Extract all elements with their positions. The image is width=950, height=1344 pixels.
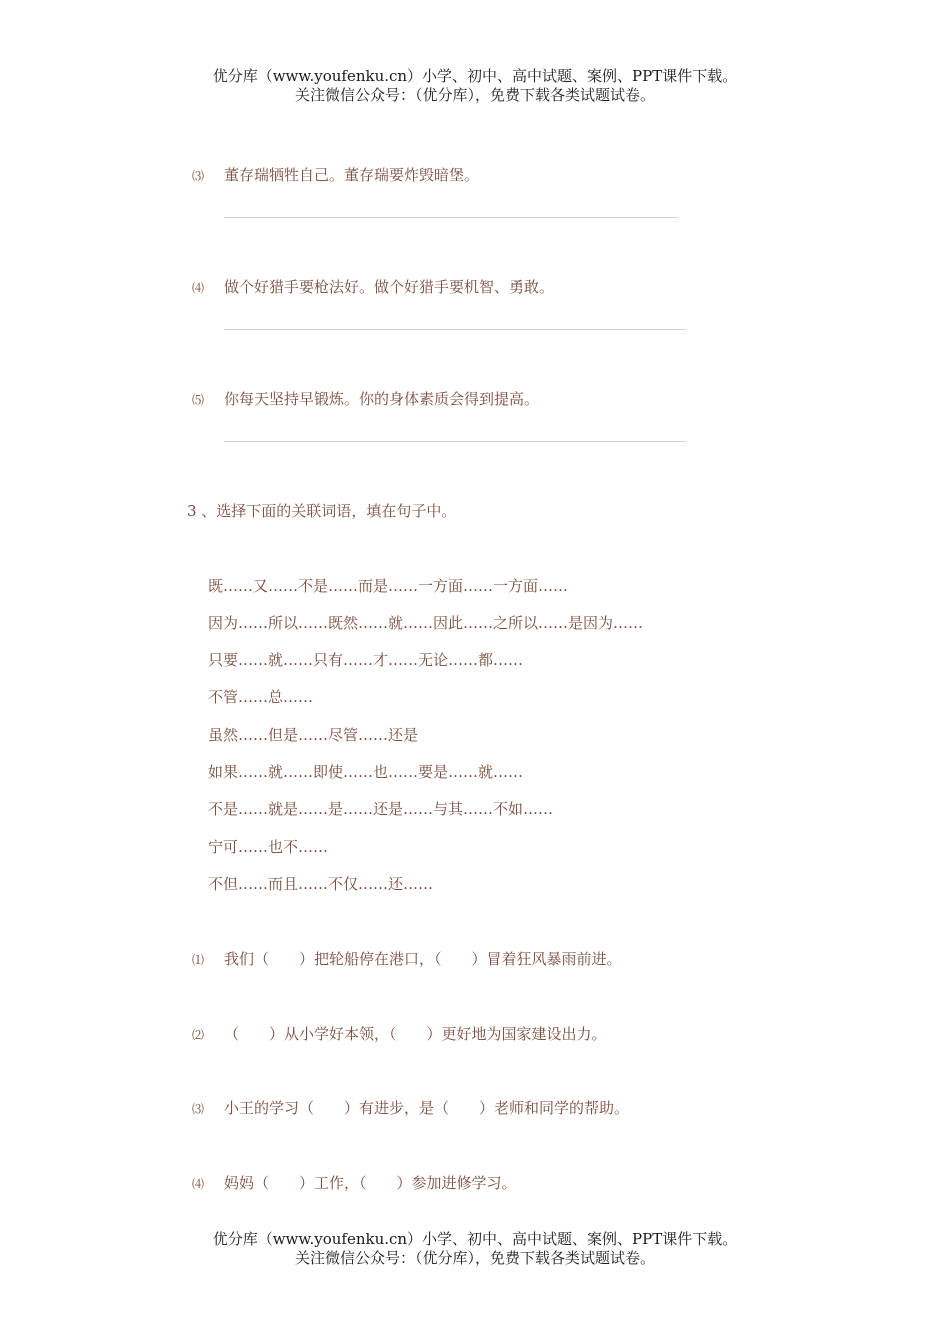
fill-blank-item-2[interactable] xyxy=(192,1023,607,1044)
conjunction-list-item: 不是……就是……是……还是……与其……不如…… xyxy=(208,800,554,818)
page-header-line-1: 优分库（www.youfenku.cn）小学、初中、高中试题、案例、PPT课件下载。 xyxy=(212,67,738,85)
item-number: ⑸ xyxy=(192,393,205,407)
page-footer-line-1: 优分库（www.youfenku.cn）小学、初中、高中试题、案例、PPT课件下载。 xyxy=(212,1230,738,1248)
fill-blank-item-4[interactable] xyxy=(192,1172,517,1193)
exercise-item-5 xyxy=(192,388,539,409)
fill-blank-item-1[interactable] xyxy=(192,948,622,969)
answer-line[interactable] xyxy=(224,441,686,442)
item-text: （ ）从小学好本领，（ ）更好地为国家建设出力。 xyxy=(224,1025,607,1043)
item-text: 我们（ ）把轮船停在港口，（ ）冒着狂风暴雨前进。 xyxy=(224,950,622,968)
item-number: ⑶ xyxy=(192,1102,205,1116)
conjunction-list-item: 只要……就……只有……才……无论……都…… xyxy=(208,651,524,669)
item-number: ⑵ xyxy=(192,1028,205,1042)
item-text: 做个好猎手要枪法好。做个好猎手要机智、勇敢。 xyxy=(224,278,555,296)
item-number: ⑴ xyxy=(192,953,205,967)
conjunction-list-item: 不管……总…… xyxy=(208,688,314,706)
exercise-item-4 xyxy=(192,276,554,297)
conjunction-list-item: 既……又……不是……而是……一方面……一方面…… xyxy=(208,577,569,595)
item-text: 妈妈（ ）工作，（ ）参加进修学习。 xyxy=(224,1174,517,1192)
answer-line[interactable] xyxy=(224,217,678,218)
page-footer-line-2: 关注微信公众号：（优分库），免费下载各类试题试卷。 xyxy=(294,1249,655,1267)
item-text: 你每天坚持早锻炼。你的身体素质会得到提高。 xyxy=(224,390,540,408)
answer-line[interactable] xyxy=(224,329,686,330)
fill-blank-item-3[interactable] xyxy=(192,1097,629,1118)
conjunction-list-item: 宁可……也不…… xyxy=(208,838,329,856)
item-text: 董存瑞牺牲自己。董存瑞要炸毁暗堡。 xyxy=(224,166,480,184)
conjunction-list-item: 不但……而且……不仅……还…… xyxy=(208,875,434,893)
section-3-title: 3 、选择下面的关联词语，填在句子中。 xyxy=(187,502,457,520)
conjunction-list-item: 因为……所以……既然……就……因此……之所以……是因为…… xyxy=(208,614,644,632)
item-number: ⑶ xyxy=(192,169,205,183)
exercise-item-3 xyxy=(192,164,479,185)
conjunction-list-item: 如果……就……即使……也……要是……就…… xyxy=(208,763,524,781)
page-header-line-2: 关注微信公众号：（优分库），免费下载各类试题试卷。 xyxy=(294,86,655,104)
item-number: ⑷ xyxy=(192,281,205,295)
conjunction-list-item: 虽然……但是……尽管……还是 xyxy=(208,726,419,744)
item-text: 小王的学习（ ）有进步，是（ ）老师和同学的帮助。 xyxy=(224,1099,630,1117)
item-number: ⑷ xyxy=(192,1177,205,1191)
